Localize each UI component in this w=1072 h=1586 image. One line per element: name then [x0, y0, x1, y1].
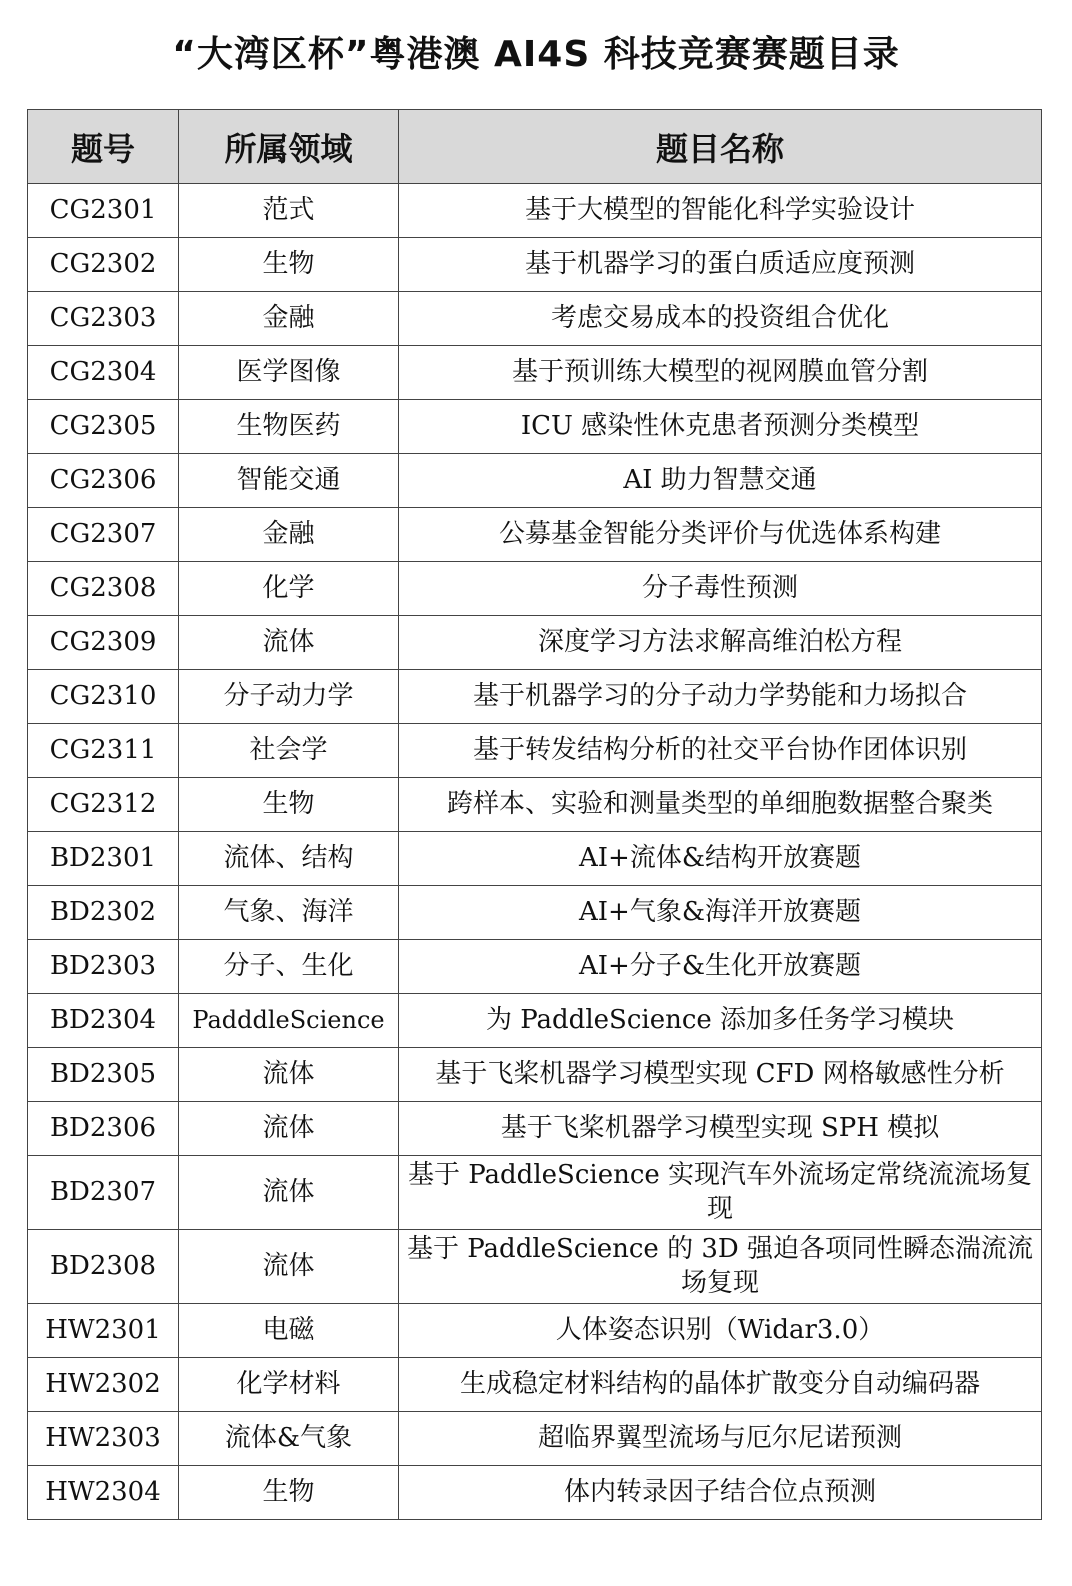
table-row: [28, 1304, 1042, 1358]
cell-id: BD2303: [28, 940, 179, 994]
table-row: [28, 346, 1042, 400]
cell-id: CG2303: [28, 292, 179, 346]
cell-id: CG2301: [28, 184, 179, 238]
cell-id: HW2302: [28, 1358, 179, 1412]
cell-topic: 跨样本、实验和测量类型的单细胞数据整合聚类: [399, 778, 1042, 832]
cell-field: 社会学: [179, 724, 399, 778]
table-row: [28, 940, 1042, 994]
table-row: [28, 238, 1042, 292]
cell-topic: 体内转录因子结合位点预测: [399, 1466, 1042, 1520]
table-row: [28, 1466, 1042, 1520]
table-row: [28, 1230, 1042, 1304]
cell-id: HW2301: [28, 1304, 179, 1358]
table-row: [28, 778, 1042, 832]
cell-id: CG2302: [28, 238, 179, 292]
table-row: [28, 1156, 1042, 1230]
cell-field: 生物: [179, 238, 399, 292]
table-row: [28, 1412, 1042, 1466]
cell-field: 生物: [179, 1466, 399, 1520]
cell-topic: 为 PaddleScience 添加多任务学习模块: [399, 994, 1042, 1048]
cell-id: CG2305: [28, 400, 179, 454]
cell-id: HW2303: [28, 1412, 179, 1466]
cell-field: 流体: [179, 1048, 399, 1102]
cell-field: 生物医药: [179, 400, 399, 454]
table-row: [28, 1102, 1042, 1156]
cell-topic: 基于飞桨机器学习模型实现 CFD 网格敏感性分析: [399, 1048, 1042, 1102]
table-row: [28, 1358, 1042, 1412]
cell-field: 流体: [179, 1156, 399, 1230]
cell-topic: 基于飞桨机器学习模型实现 SPH 模拟: [399, 1102, 1042, 1156]
topics-table: [27, 109, 1042, 1520]
cell-field: 医学图像: [179, 346, 399, 400]
cell-field: 化学材料: [179, 1358, 399, 1412]
table-row: [28, 724, 1042, 778]
table-row: [28, 994, 1042, 1048]
cell-field: 流体: [179, 616, 399, 670]
cell-field: 智能交通: [179, 454, 399, 508]
cell-id: HW2304: [28, 1466, 179, 1520]
cell-id: CG2306: [28, 454, 179, 508]
cell-topic: AI+气象&海洋开放赛题: [399, 886, 1042, 940]
cell-id: CG2310: [28, 670, 179, 724]
table-row: [28, 886, 1042, 940]
cell-field: 电磁: [179, 1304, 399, 1358]
cell-topic: 基于转发结构分析的社交平台协作团体识别: [399, 724, 1042, 778]
cell-id: BD2305: [28, 1048, 179, 1102]
cell-id: BD2307: [28, 1156, 179, 1230]
table-row: [28, 454, 1042, 508]
page-title: “大湾区杯”粤港澳 AI4S 科技竞赛赛题目录: [172, 34, 900, 75]
cell-field: 分子动力学: [179, 670, 399, 724]
cell-field: 金融: [179, 292, 399, 346]
cell-topic: ICU 感染性休克患者预测分类模型: [399, 400, 1042, 454]
cell-topic: 基于预训练大模型的视网膜血管分割: [399, 346, 1042, 400]
cell-id: CG2309: [28, 616, 179, 670]
cell-topic: 基于机器学习的分子动力学势能和力场拟合: [399, 670, 1042, 724]
cell-field: 流体、结构: [179, 832, 399, 886]
cell-topic: AI+流体&结构开放赛题: [399, 832, 1042, 886]
cell-topic: 基于 PaddleScience 实现汽车外流场定常绕流流场复现: [399, 1156, 1042, 1230]
cell-id: CG2304: [28, 346, 179, 400]
table-row: [28, 184, 1042, 238]
cell-id: BD2306: [28, 1102, 179, 1156]
cell-field: 化学: [179, 562, 399, 616]
table-header-row: [28, 110, 1042, 184]
header-id: 题号: [28, 110, 179, 184]
cell-field: 流体: [179, 1230, 399, 1304]
cell-topic: AI 助力智慧交通: [399, 454, 1042, 508]
table-row: [28, 616, 1042, 670]
cell-field: 分子、生化: [179, 940, 399, 994]
cell-field: 气象、海洋: [179, 886, 399, 940]
table-row: [28, 670, 1042, 724]
cell-topic: 基于 PaddleScience 的 3D 强迫各项同性瞬态湍流流场复现: [399, 1230, 1042, 1304]
table-row: [28, 508, 1042, 562]
cell-topic: 公募基金智能分类评价与优选体系构建: [399, 508, 1042, 562]
cell-topic: 分子毒性预测: [399, 562, 1042, 616]
cell-topic: 基于大模型的智能化科学实验设计: [399, 184, 1042, 238]
cell-id: BD2301: [28, 832, 179, 886]
cell-topic: 人体姿态识别（Widar3.0）: [399, 1304, 1042, 1358]
cell-topic: 考虑交易成本的投资组合优化: [399, 292, 1042, 346]
cell-topic: 生成稳定材料结构的晶体扩散变分自动编码器: [399, 1358, 1042, 1412]
cell-id: CG2312: [28, 778, 179, 832]
table-row: [28, 400, 1042, 454]
cell-topic: 基于机器学习的蛋白质适应度预测: [399, 238, 1042, 292]
cell-id: CG2307: [28, 508, 179, 562]
header-field: 所属领域: [179, 110, 399, 184]
table-row: [28, 832, 1042, 886]
cell-id: CG2311: [28, 724, 179, 778]
cell-topic: AI+分子&生化开放赛题: [399, 940, 1042, 994]
cell-topic: 超临界翼型流场与厄尔尼诺预测: [399, 1412, 1042, 1466]
cell-id: CG2308: [28, 562, 179, 616]
table-row: [28, 562, 1042, 616]
header-topic: 题目名称: [399, 110, 1042, 184]
cell-field: 流体: [179, 1102, 399, 1156]
cell-field: 范式: [179, 184, 399, 238]
cell-id: BD2304: [28, 994, 179, 1048]
cell-field: 流体&气象: [179, 1412, 399, 1466]
table-row: [28, 1048, 1042, 1102]
cell-field: 生物: [179, 778, 399, 832]
cell-id: BD2308: [28, 1230, 179, 1304]
table-row: [28, 292, 1042, 346]
cell-topic: 深度学习方法求解高维泊松方程: [399, 616, 1042, 670]
cell-field: PadddleScience: [179, 994, 399, 1048]
cell-field: 金融: [179, 508, 399, 562]
cell-id: BD2302: [28, 886, 179, 940]
